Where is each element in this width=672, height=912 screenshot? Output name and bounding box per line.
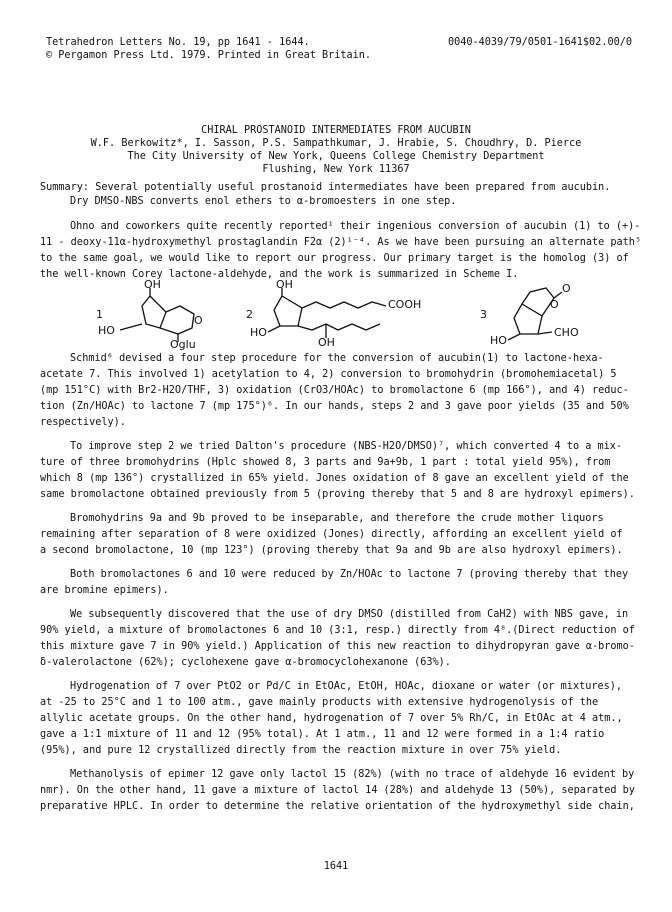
hydroxyl-label: OH bbox=[318, 336, 335, 349]
body-line: a second bromolactone, 10 (mp 123°) (proving thereby that 9a and 9b are also hydroxyl epimers). bbox=[40, 545, 623, 556]
hydroxyl-label: HO bbox=[98, 324, 115, 337]
body-line: the well-known Corey lactone-aldehyde, and the work is summarized in Scheme I. bbox=[40, 269, 519, 280]
body-line: 90% yield, a mixture of bromolactones 6 and 10 (3:1, resp.) directly from 4⁸.(Direct reduction of bbox=[40, 625, 635, 636]
article-title: CHIRAL PROSTANOID INTERMEDIATES FROM AUCUBIN bbox=[201, 125, 471, 136]
body-line: nmr). On the other hand, 11 gave a mixture of lactol 14 (28%) and aldehyde 13 (50%), separated by bbox=[40, 785, 635, 796]
body-line: Both bromolactones 6 and 10 were reduced by Zn/HOAc to lactone 7 (proving thereby that they bbox=[70, 569, 629, 580]
oxygen-label: O bbox=[562, 282, 571, 295]
hydroxyl-label: HO bbox=[490, 334, 507, 347]
body-line: this mixture gave 7 in 90% yield.) Application of this new reaction to dihydropyran gave α-bromo- bbox=[40, 641, 635, 652]
body-line: are bromine epimers). bbox=[40, 585, 169, 596]
body-line: δ-valerolactone (62%); cyclohexene gave α-bromocyclohexanone (63%). bbox=[40, 657, 451, 668]
structure-aucubin bbox=[90, 278, 240, 351]
body-line: Bromohydrins 9a and 9b proved to be inseparable, and therefore the crude mother liquors bbox=[70, 513, 604, 524]
author-list: W.F. Berkowitz*, I. Sasson, P.S. Sampathkumar, J. Hrabie, S. Choudhry, D. Pierce bbox=[90, 138, 582, 149]
affiliation-city: Flushing, New York 11367 bbox=[262, 164, 410, 175]
affiliation: The City University of New York, Queens College Chemistry Department bbox=[127, 151, 545, 162]
body-line: Methanolysis of epimer 12 gave only lactol 15 (82%) (with no trace of aldehyde 16 evident by bbox=[70, 769, 635, 780]
glucosyl-label: Oglu bbox=[170, 338, 196, 351]
copyright-line: © Pergamon Press Ltd. 1979. Printed in Great Britain. bbox=[46, 50, 372, 61]
oxygen-label: O bbox=[550, 298, 559, 311]
body-line: which 8 (mp 136°) crystallized in 65% yield. Jones oxidation of 8 gave an excellent yield of the bbox=[40, 473, 629, 484]
body-line: at -25 to 25°C and 1 to 100 atm., gave mainly products with extensive hydrogenolysis of the bbox=[40, 697, 599, 708]
body-line: to the same goal, we would like to report our progress. Our primary target is the homolog (3) of bbox=[40, 253, 629, 264]
carboxyl-label: COOH bbox=[388, 298, 422, 311]
aldehyde-label: CHO bbox=[554, 326, 579, 339]
body-line: 11 - deoxy-11α-hydroxymethyl prostaglandin F2α (2)¹⁻⁴. As we have been pursuing an alternate path⁵ bbox=[40, 237, 642, 248]
page-number: 1641 bbox=[323, 861, 349, 872]
body-line: tion (Zn/HOAc) to lactone 7 (mp 175°)⁶. In our hands, steps 2 and 3 gave poor yields (35 and 50% bbox=[40, 401, 629, 412]
article-code: 0040-4039/79/0501-1641$02.00/0 bbox=[447, 37, 632, 48]
structure-label: 3 bbox=[480, 308, 487, 321]
structure-corey-lactone-homolog bbox=[470, 278, 590, 348]
body-line: respectively). bbox=[40, 417, 126, 428]
summary-line: Dry DMSO-NBS converts enol ethers to α-bromoesters in one step. bbox=[70, 196, 457, 207]
body-line: Hydrogenation of 7 over PtO2 or Pd/C in EtOAc, EtOH, HOAc, dioxane or water (or mixtures), bbox=[70, 681, 623, 692]
hydroxyl-label: OH bbox=[276, 278, 293, 291]
body-line: allylic acetate groups. On the other hand, hydrogenation of 7 over 5% Rh/C, in EtOAc at 4 atm., bbox=[40, 713, 623, 724]
body-line: Schmid⁶ devised a four step procedure for the conversion of aucubin(1) to lactone-hexa- bbox=[70, 353, 604, 364]
structure-label: 1 bbox=[96, 308, 103, 321]
body-line: Ohno and coworkers quite recently reported¹ their ingenious conversion of aucubin (1) to (+)- bbox=[70, 221, 641, 232]
hydroxyl-label: HO bbox=[250, 326, 267, 339]
summary-line: Summary: Several potentially useful prostanoid intermediates have been prepared from aucubin. bbox=[40, 182, 611, 193]
structure-label: 2 bbox=[246, 308, 253, 321]
aucubin-diagram bbox=[90, 284, 240, 348]
body-line: (mp 151°C) with Br2-H2O/THF, 3) oxidation (CrO3/HOAc) to bromolactone 6 (mp 166°), and 4) reduc- bbox=[40, 385, 629, 396]
body-line: We subsequently discovered that the use of dry DMSO (distilled from CaH2) with NBS gave, in bbox=[70, 609, 629, 620]
journal-citation: Tetrahedron Letters No. 19, pp 1641 - 1644. bbox=[46, 37, 310, 48]
body-line: ture of three bromohydrins (Hplc showed 8, 3 parts and 9a+9b, 1 part : total yield 95%), from bbox=[40, 457, 611, 468]
body-line: To improve step 2 we tried Dalton's procedure (NBS-H2O/DMSO)⁷, which converted 4 to a mix- bbox=[70, 441, 623, 452]
body-line: same bromolactone obtained previously from 5 (proving thereby that 5 and 8 are hydroxyl epimers). bbox=[40, 489, 635, 500]
body-line: gave a 1:1 mixture of 11 and 12 (95% total). At 1 atm., 11 and 12 were formed in a 1:4 ratio bbox=[40, 729, 605, 740]
body-line: (95%), and pure 12 crystallized directly from the reaction mixture in over 75% yield. bbox=[40, 745, 562, 756]
journal-header bbox=[46, 36, 371, 62]
body-line: preparative HPLC. In order to determine the relative orientation of the hydroxymethyl side chain, bbox=[40, 801, 635, 812]
body-line: remaining after separation of 8 were oxidized (Jones) directly, affording an excellent yield of bbox=[40, 529, 623, 540]
structure-prostaglandin bbox=[246, 278, 426, 349]
prostaglandin-diagram bbox=[246, 284, 426, 348]
hydroxyl-label: OH bbox=[144, 278, 161, 291]
oxygen-label: O bbox=[194, 314, 203, 327]
body-line: acetate 7. This involved 1) acetylation to 4, 2) conversion to bromohydrin (bromohemiacetal) 5 bbox=[40, 369, 617, 380]
